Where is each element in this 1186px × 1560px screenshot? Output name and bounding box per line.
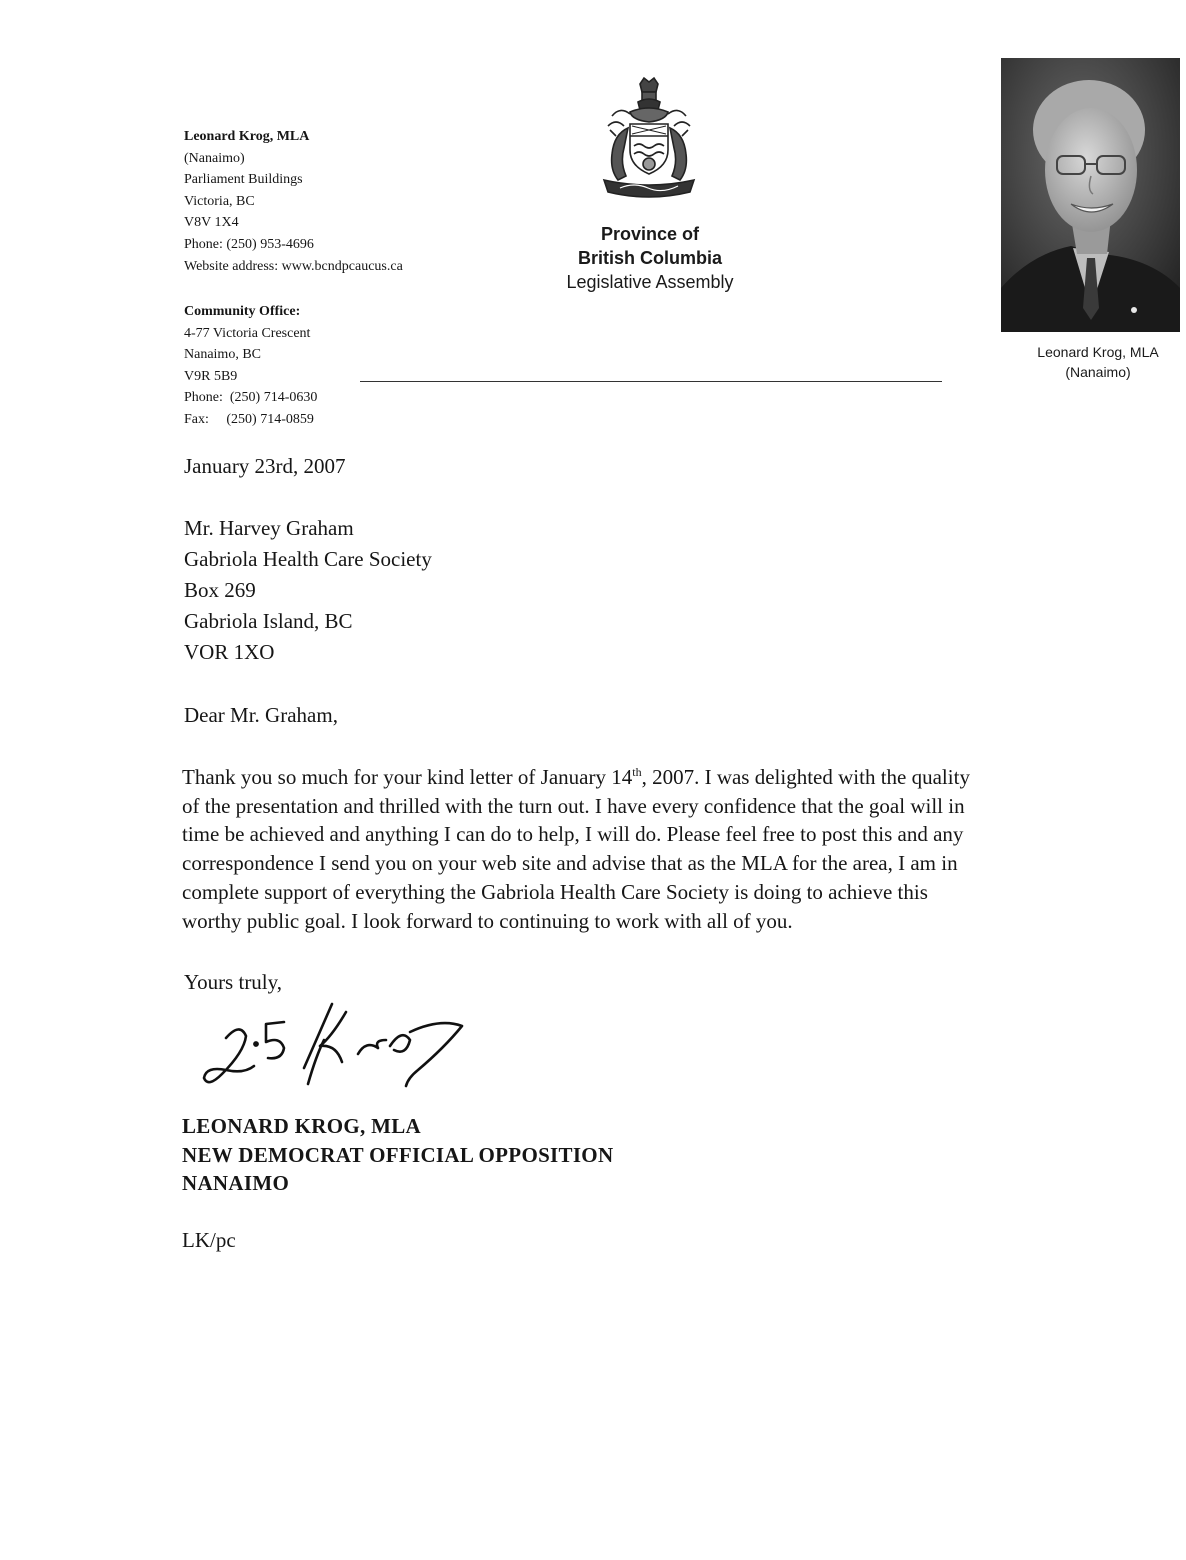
closing: Yours truly, — [184, 970, 283, 994]
photo-caption-name: Leonard Krog, MLA — [1037, 344, 1159, 360]
body-line — [182, 763, 1112, 792]
sender-riding: (Nanaimo) — [184, 150, 245, 166]
ordinal-suffix: th — [632, 765, 642, 779]
community-office-fax: Fax: (250) 714-0859 — [184, 411, 314, 427]
province-heading — [520, 222, 780, 294]
community-office-city: Nanaimo, BC — [184, 347, 261, 363]
sender-address — [184, 126, 403, 277]
sender-building: Parliament Buildings — [184, 172, 303, 188]
body-text: Thank you so much for your kind letter of January 14 — [182, 765, 633, 789]
handwritten-signature — [196, 996, 470, 1096]
letter-body — [182, 763, 1112, 935]
sender-name: Leonard Krog, MLA — [184, 129, 310, 144]
sender-website: Website address: www.bcndpcaucus.ca — [184, 258, 403, 274]
salutation: Dear Mr. Graham, — [184, 703, 338, 727]
body-line: worthy public goal. I look forward to continuing to work with all of you. — [182, 908, 793, 933]
community-office-phone: Phone: (250) 714-0630 — [184, 390, 318, 406]
body-line: time be achieved and anything I can do to help, I will do. Please feel free to post this and any — [182, 822, 964, 847]
signatory-name: LEONARD KROG, MLA — [182, 1114, 422, 1138]
reference-initials: LK/pc — [182, 1228, 236, 1252]
body-line: correspondence I send you on your web site and advise that as the MLA for the area, I am in — [182, 851, 958, 876]
letter-date: January 23rd, 2007 — [184, 454, 346, 478]
photo-caption-riding: (Nanaimo) — [1065, 364, 1131, 380]
mla-portrait-photo — [1001, 58, 1180, 332]
body-line: complete support of everything the Gabriola Health Care Society is doing to achieve this — [182, 879, 928, 904]
bc-coat-of-arms-icon — [590, 76, 708, 204]
community-office-street: 4-77 Victoria Crescent — [184, 325, 311, 341]
signature-block — [182, 1112, 613, 1198]
province-line-3: Legislative Assembly — [566, 272, 734, 292]
recipient-address — [184, 513, 432, 668]
community-office-heading: Community Office: — [184, 304, 301, 319]
sender-postal: V8V 1X4 — [184, 215, 239, 231]
body-text: , 2007. I was delighted with the quality — [641, 765, 970, 789]
community-office-postal: V9R 5B9 — [184, 368, 238, 384]
sender-phone: Phone: (250) 953-4696 — [184, 236, 314, 252]
province-line-2: British Columbia — [577, 248, 722, 268]
signatory-riding: NANAIMO — [182, 1171, 290, 1195]
recipient-postal: VOR 1XO — [184, 640, 275, 664]
province-line-1: Province of — [600, 224, 700, 244]
recipient-city: Gabriola Island, BC — [184, 609, 353, 633]
body-line: of the presentation and thrilled with the turn out. I have every confidence that the goal will in — [182, 793, 965, 818]
community-office — [184, 301, 317, 431]
recipient-organization: Gabriola Health Care Society — [184, 547, 432, 571]
header-divider — [360, 381, 942, 382]
photo-caption — [1010, 342, 1186, 382]
signatory-title: NEW DEMOCRAT OFFICIAL OPPOSITION — [182, 1142, 614, 1167]
recipient-name: Mr. Harvey Graham — [184, 516, 354, 540]
sender-city: Victoria, BC — [184, 193, 255, 209]
recipient-box: Box 269 — [184, 578, 256, 602]
